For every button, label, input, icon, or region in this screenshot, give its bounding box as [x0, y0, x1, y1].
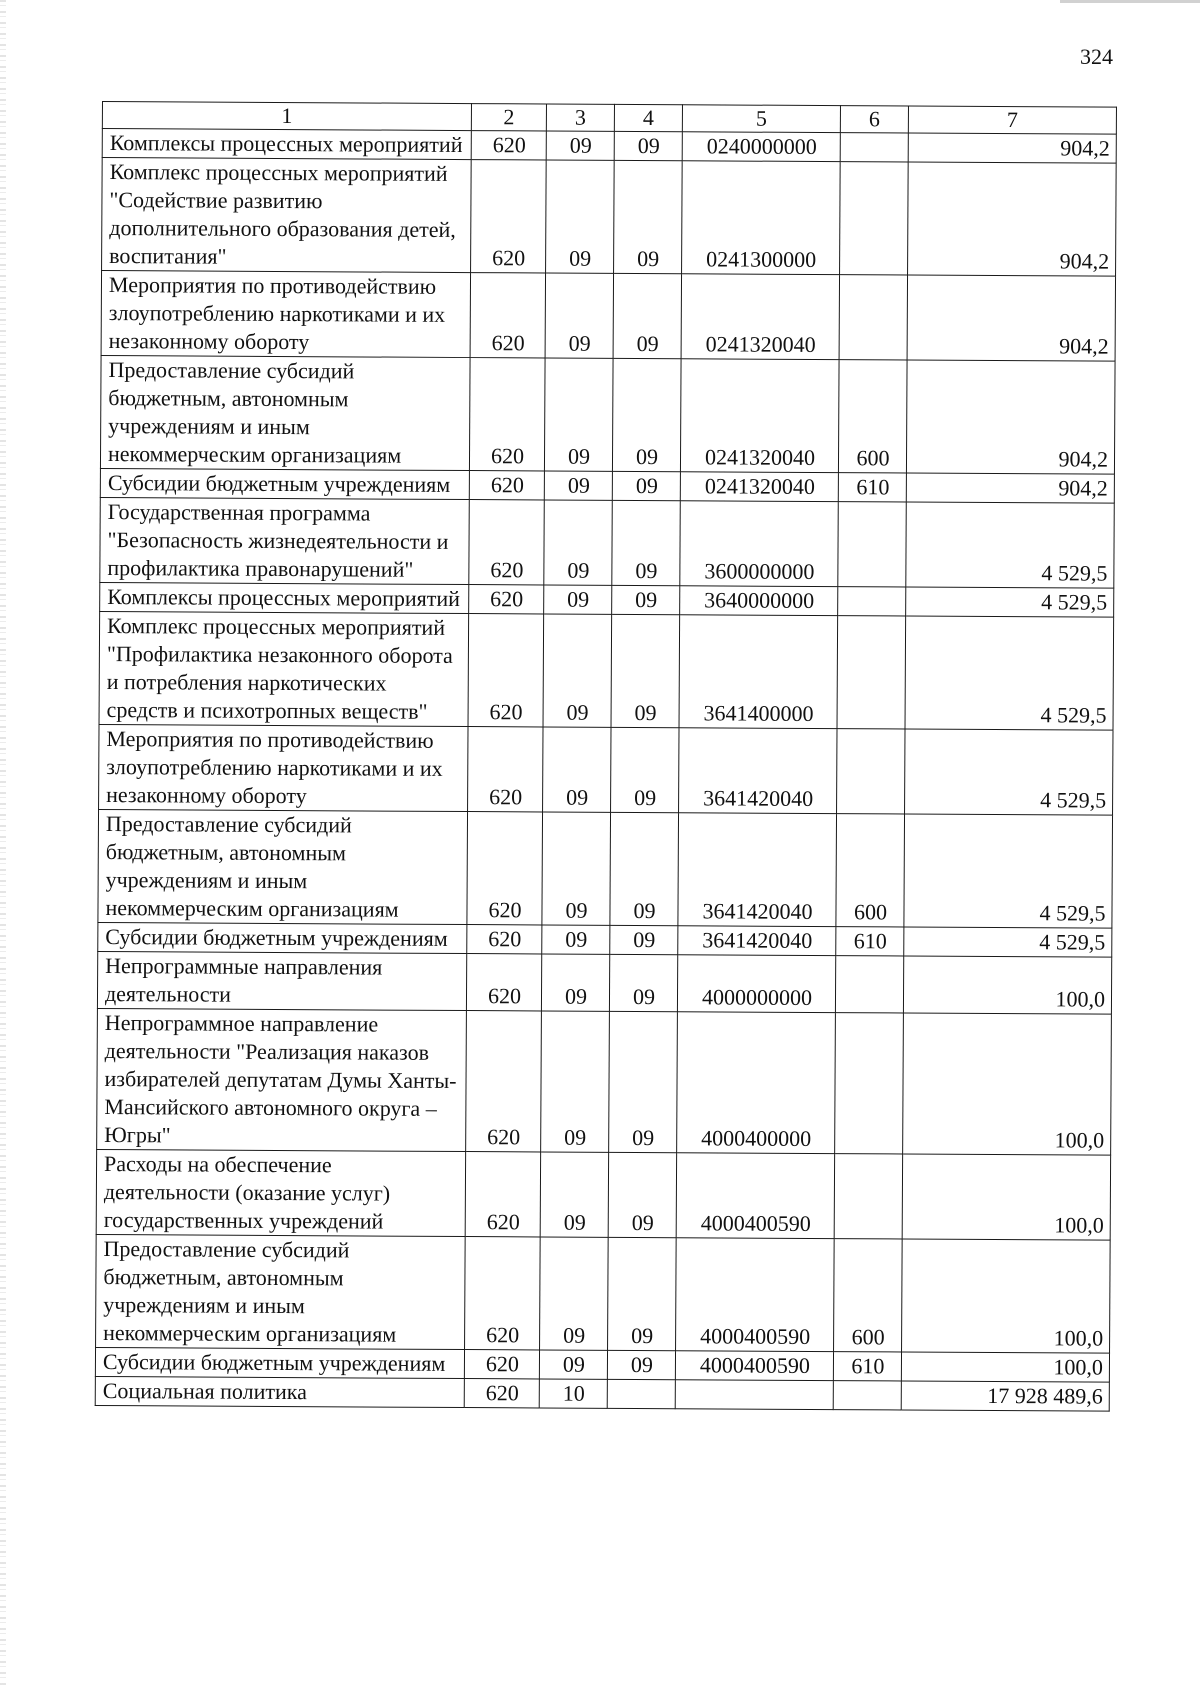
expense-type-cell — [837, 729, 905, 814]
expense-type-cell — [837, 616, 906, 729]
amount-cell: 904,2 — [908, 133, 1116, 163]
table-row — [98, 809, 1113, 928]
code-subsection-cell: 09 — [612, 358, 681, 471]
table-row — [97, 951, 1111, 1014]
scan-edge — [0, 0, 6, 1686]
expense-type-cell — [838, 587, 906, 616]
column-header: 4 — [614, 104, 682, 131]
code-subsection-cell: 09 — [612, 500, 680, 585]
code-grbs-cell: 620 — [466, 954, 541, 1011]
budget-table — [95, 101, 1117, 1412]
code-section-cell: 09 — [540, 1237, 609, 1350]
code-grbs-cell: 620 — [465, 1237, 541, 1350]
target-article-cell: 0241320040 — [680, 359, 839, 473]
amount-cell: 904,2 — [907, 275, 1115, 361]
code-grbs-cell: 620 — [471, 131, 546, 160]
scan-edge-top — [1060, 0, 1200, 3]
item-name-cell: Предоставление субсидий бюджетным, автономным учреждениям и иным некоммерческим организациям — [100, 355, 470, 470]
amount-cell: 4 529,5 — [906, 587, 1114, 617]
item-name-cell: Комплекс процессных мероприятий "Профилактика незаконного оборота и потребления наркотических средств и психотропных веществ" — [99, 611, 469, 726]
amount-cell: 17 928 489,6 — [901, 1381, 1109, 1411]
amount-cell: 904,2 — [906, 473, 1114, 503]
code-section-cell: 09 — [544, 358, 613, 471]
code-subsection-cell: 09 — [609, 954, 677, 1011]
code-section-cell: 09 — [544, 500, 612, 585]
code-grbs-cell: 620 — [471, 160, 547, 273]
item-name-cell: Субсидии бюджетным учреждениям — [95, 1347, 464, 1378]
code-grbs-cell: 620 — [468, 614, 544, 727]
amount-cell: 4 529,5 — [905, 616, 1114, 730]
expense-type-cell — [833, 1381, 901, 1410]
amount-cell: 100,0 — [902, 1239, 1111, 1353]
code-section-cell: 09 — [543, 727, 611, 812]
expense-type-cell: 600 — [834, 1239, 903, 1352]
target-article-cell: 3641420040 — [678, 813, 837, 927]
target-article-cell: 0241320040 — [680, 472, 838, 502]
expense-type-cell — [840, 162, 909, 275]
amount-cell: 100,0 — [902, 1154, 1110, 1240]
item-name-cell: Комплексы процессных мероприятий — [100, 582, 469, 613]
expense-type-cell: 610 — [833, 1352, 901, 1381]
column-header: 1 — [102, 102, 471, 131]
code-subsection-cell: 09 — [612, 585, 680, 614]
code-grbs-cell: 620 — [469, 585, 544, 614]
target-article-cell: 0241300000 — [682, 161, 841, 275]
item-name-cell: Комплекс процессных мероприятий "Содействие развитию дополнительного образования детей, воспитания" — [102, 158, 472, 273]
target-article-cell: 3641400000 — [679, 615, 838, 729]
code-grbs-cell: 620 — [465, 1152, 540, 1237]
code-grbs-cell: 620 — [469, 358, 545, 471]
code-section-cell: 09 — [543, 614, 612, 727]
amount-cell: 904,2 — [908, 162, 1117, 276]
item-name-cell: Предоставление субсидий бюджетным, автономным учреждениям и иным некоммерческим организациям — [96, 1234, 466, 1349]
table-row — [101, 271, 1115, 362]
column-header: 2 — [471, 104, 546, 131]
code-subsection-cell: 09 — [609, 1011, 678, 1152]
code-section-cell: 09 — [539, 1350, 607, 1379]
code-subsection-cell: 09 — [610, 812, 679, 925]
code-grbs-cell: 620 — [467, 925, 542, 954]
target-article-cell: 4000400590 — [676, 1238, 835, 1352]
code-grbs-cell: 620 — [464, 1350, 539, 1379]
amount-cell: 4 529,5 — [905, 729, 1113, 815]
expense-type-cell — [840, 133, 908, 162]
code-section-cell: 09 — [540, 1152, 608, 1237]
code-subsection-cell: 09 — [608, 1237, 677, 1350]
table-row — [99, 724, 1113, 815]
target-article-cell: 4000400590 — [676, 1153, 834, 1239]
code-subsection-cell: 09 — [608, 1152, 676, 1237]
page-number: 324 — [1080, 44, 1113, 69]
code-section-cell: 09 — [542, 925, 610, 954]
code-grbs-cell: 620 — [469, 471, 544, 500]
expense-type-cell — [835, 1013, 904, 1154]
item-name-cell: Мероприятия по противодействию злоупотреблению наркотиками и их незаконному обороту — [101, 271, 470, 358]
code-section-cell: 09 — [542, 812, 611, 925]
target-article-cell — [675, 1380, 833, 1410]
expense-type-cell: 610 — [836, 927, 904, 956]
target-article-cell: 4000400000 — [677, 1012, 836, 1154]
table-row — [95, 1376, 1109, 1411]
expense-type-cell: 600 — [836, 814, 905, 927]
code-section-cell: 09 — [541, 1011, 610, 1152]
code-section-cell: 09 — [545, 273, 613, 358]
target-article-cell: 0240000000 — [682, 132, 840, 162]
code-subsection-cell: 09 — [610, 925, 678, 954]
code-grbs-cell: 620 — [468, 727, 543, 812]
column-header: 7 — [908, 106, 1116, 134]
code-section-cell: 09 — [541, 954, 609, 1011]
target-article-cell: 3640000000 — [680, 586, 838, 616]
item-name-cell: Непрограммные направления деятельности — [97, 951, 466, 1010]
target-article-cell: 3641420040 — [678, 926, 836, 956]
column-header: 3 — [546, 104, 614, 131]
table-body — [95, 102, 1116, 1412]
expense-type-cell: 610 — [838, 473, 906, 502]
code-subsection-cell: 09 — [614, 160, 683, 273]
expense-type-cell — [835, 956, 903, 1013]
item-name-cell: Расходы на обеспечение деятельности (оказание услуг) государственных учреждений — [96, 1149, 465, 1236]
amount-cell: 904,2 — [906, 360, 1115, 474]
target-article-cell: 3641420040 — [679, 728, 837, 814]
expense-type-cell — [838, 502, 906, 587]
code-grbs-cell: 620 — [470, 273, 545, 358]
code-grbs-cell: 620 — [467, 812, 543, 925]
expense-type-cell — [839, 275, 907, 360]
item-name-cell: Предоставление субсидий бюджетным, автономным учреждениям и иным некоммерческим организациям — [98, 809, 468, 924]
table-row — [102, 158, 1117, 277]
code-subsection-cell: 09 — [613, 273, 681, 358]
amount-cell: 100,0 — [901, 1352, 1109, 1382]
item-name-cell: Непрограммное направление деятельности "Реализация наказов избирателей депутатам Думы Ханты-Мансийского автономного округа – Югры" — [97, 1008, 467, 1151]
code-subsection-cell — [607, 1379, 675, 1408]
column-header: 6 — [840, 106, 908, 133]
code-grbs-cell: 620 — [466, 1011, 542, 1152]
table-row — [100, 355, 1115, 474]
table-row — [96, 1234, 1111, 1353]
amount-cell: 4 529,5 — [904, 927, 1112, 957]
code-subsection-cell: 09 — [607, 1350, 675, 1379]
code-subsection-cell: 09 — [611, 614, 680, 727]
table-row — [99, 611, 1114, 730]
table-row — [97, 1008, 1112, 1155]
target-article-cell: 4000400590 — [675, 1351, 833, 1381]
amount-cell: 100,0 — [903, 1013, 1112, 1155]
code-grbs-cell: 620 — [464, 1379, 539, 1408]
code-subsection-cell: 09 — [612, 471, 680, 500]
table-row — [96, 1149, 1110, 1240]
code-section-cell: 09 — [546, 131, 614, 160]
item-name-cell: Комплексы процессных мероприятий — [102, 129, 471, 160]
code-subsection-cell: 09 — [614, 131, 682, 160]
target-article-cell: 0241320040 — [681, 274, 839, 360]
code-section-cell: 09 — [544, 471, 612, 500]
item-name-cell: Государственная программа "Безопасность жизнедеятельности и профилактика правонарушений" — [100, 497, 469, 584]
code-grbs-cell: 620 — [469, 500, 544, 585]
target-article-cell: 3600000000 — [680, 501, 838, 587]
code-subsection-cell: 09 — [611, 727, 679, 812]
item-name-cell: Субсидии бюджетным учреждениям — [98, 922, 467, 953]
table-row — [100, 497, 1114, 588]
item-name-cell: Социальная политика — [95, 1376, 464, 1407]
item-name-cell: Субсидии бюджетным учреждениям — [100, 468, 469, 499]
target-article-cell: 4000000000 — [677, 955, 835, 1013]
code-section-cell: 09 — [544, 585, 612, 614]
code-section-cell: 09 — [546, 160, 615, 273]
column-header: 5 — [682, 105, 840, 133]
expense-type-cell: 600 — [838, 360, 907, 473]
code-section-cell: 10 — [539, 1379, 607, 1408]
amount-cell: 4 529,5 — [904, 814, 1113, 928]
item-name-cell: Мероприятия по противодействию злоупотреблению наркотиками и их незаконному обороту — [99, 724, 468, 811]
expense-type-cell — [834, 1154, 902, 1239]
amount-cell: 100,0 — [903, 956, 1111, 1014]
amount-cell: 4 529,5 — [906, 502, 1114, 588]
